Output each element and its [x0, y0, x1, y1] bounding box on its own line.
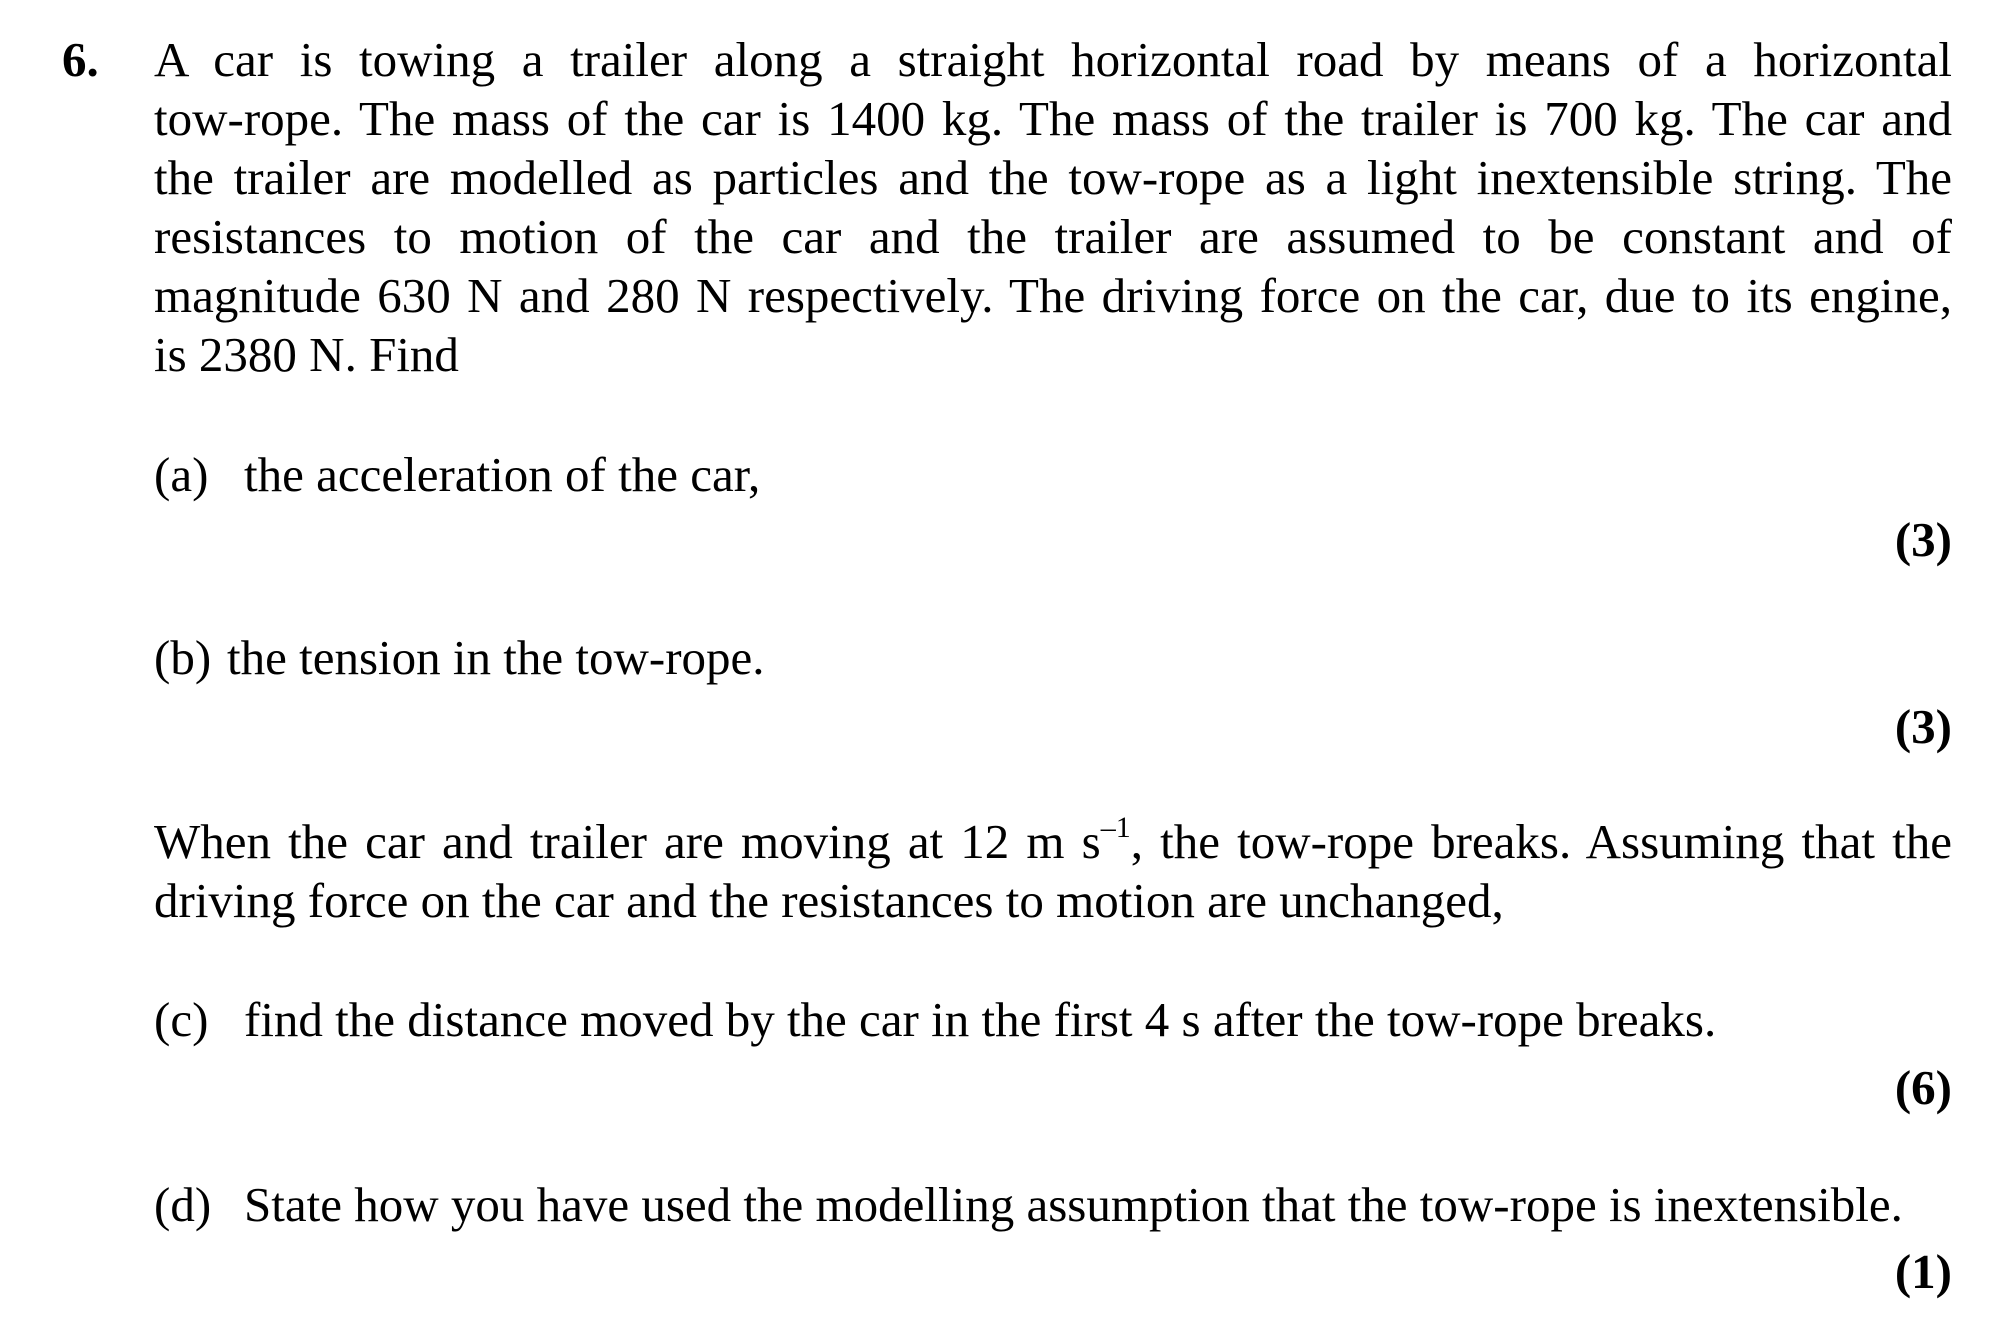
part-a-marks: (3): [1894, 512, 1952, 567]
part-a-label: (a): [154, 447, 209, 502]
part-a-text: the acceleration of the car,: [244, 447, 761, 502]
part-c: [154, 990, 1716, 1049]
unit-exponent: –1: [1100, 810, 1131, 844]
continuation-line: driving force on the car and the resistances to motion are unchanged,: [154, 873, 1504, 928]
stem-line: magnitude 630 N and 280 N respectively. The driving force on the car, due to its engine,: [154, 268, 1952, 323]
continuation-text: , the tow-rope breaks. Assuming that the: [1130, 814, 1952, 869]
part-b-label: (b): [154, 630, 212, 685]
part-b: [154, 628, 765, 687]
continuation-text: When the car and trailer are moving at 12 m s: [154, 814, 1101, 869]
part-d-marks: (1): [1894, 1244, 1952, 1299]
part-c-marks: (6): [1894, 1060, 1952, 1115]
part-d: [154, 1175, 1903, 1234]
stem-line: tow-rope. The mass of the car is 1400 kg. The mass of the trailer is 700 kg. The car and: [154, 91, 1952, 146]
question-number: 6.: [62, 32, 99, 87]
part-c-text: find the distance moved by the car in the first 4 s after the tow-rope breaks.: [244, 992, 1717, 1047]
continuation-paragraph: [154, 812, 1952, 930]
part-a: [154, 445, 760, 504]
part-b-marks: (3): [1894, 699, 1952, 754]
stem-line: is 2380 N. Find: [154, 327, 459, 382]
part-d-text: State how you have used the modelling assumption that the tow-rope is inextensible.: [244, 1177, 1903, 1232]
part-c-label: (c): [154, 992, 209, 1047]
question-stem: [154, 30, 1952, 384]
stem-line: the trailer are modelled as particles and the tow-rope as a light inextensible string. The: [154, 150, 1952, 205]
part-d-label: (d): [154, 1177, 212, 1232]
stem-line: A car is towing a trailer along a straight horizontal road by means of a horizontal: [154, 32, 1952, 87]
continuation-line: [154, 812, 1952, 871]
part-b-text: the tension in the tow-rope.: [227, 630, 765, 685]
stem-line: resistances to motion of the car and the trailer are assumed to be constant and of: [154, 209, 1952, 264]
